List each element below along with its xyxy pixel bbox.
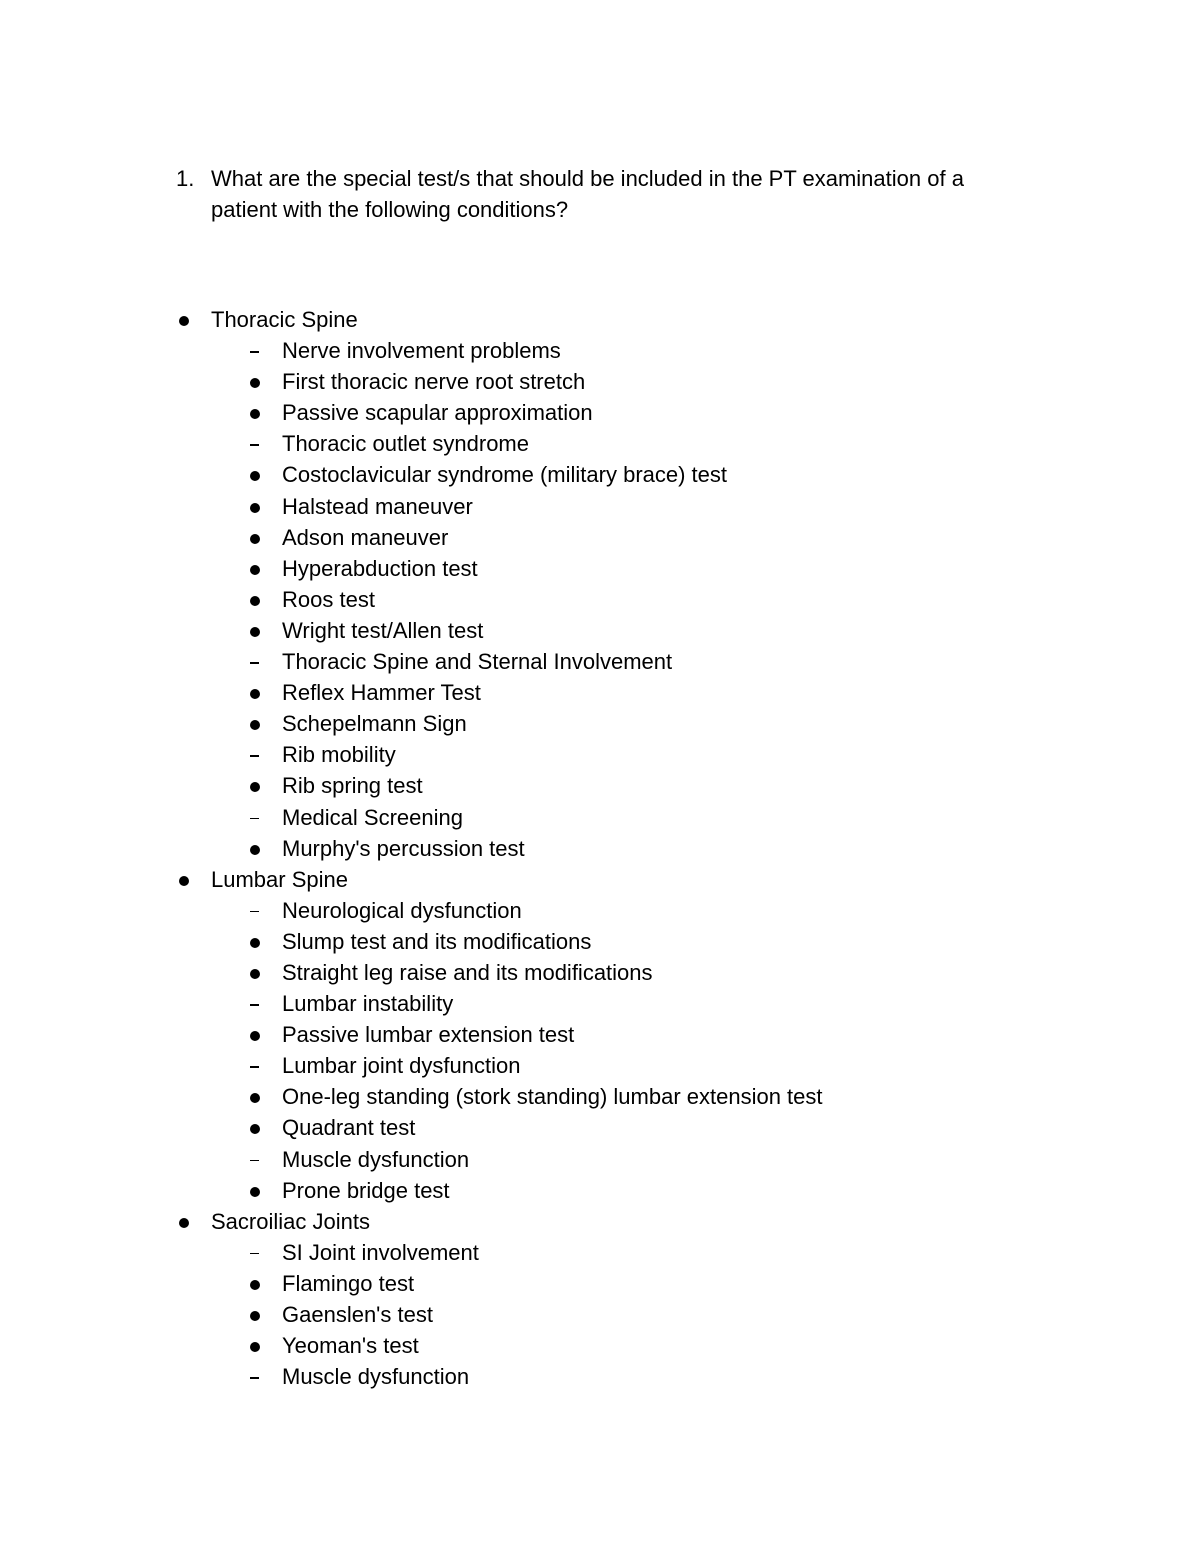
bullet-outline	[0, 304, 1200, 1392]
item-label: Yeoman's test	[282, 1333, 419, 1359]
subcategory-item	[0, 1361, 1200, 1392]
item-label: Schepelmann Sign	[282, 711, 467, 737]
question-text: What are the special test/s that should be included in the PT examination of a patient with the following conditions?	[211, 166, 964, 222]
item-label: Roos test	[282, 586, 375, 612]
test-item	[0, 459, 1200, 490]
test-item	[0, 1268, 1200, 1299]
test-item	[0, 677, 1200, 708]
section-heading-item	[0, 304, 1200, 335]
item-label: Adson maneuver	[282, 524, 449, 550]
test-item	[0, 615, 1200, 646]
item-label: Murphy's percussion test	[282, 835, 525, 861]
subcategory-item	[0, 802, 1200, 833]
subcategory-item	[0, 646, 1200, 677]
test-item	[0, 708, 1200, 739]
item-label: Slump test and its modifications	[282, 928, 592, 954]
test-item	[0, 1019, 1200, 1050]
subcategory-item	[0, 335, 1200, 366]
item-label: Lumbar joint dysfunction	[282, 1053, 521, 1079]
subcategory-item	[0, 1144, 1200, 1175]
item-label: Rib mobility	[282, 742, 396, 768]
item-label: Rib spring test	[282, 773, 423, 799]
item-label: Muscle dysfunction	[282, 1364, 470, 1390]
test-item	[0, 1112, 1200, 1143]
item-label: First thoracic nerve root stretch	[282, 369, 586, 395]
subcategory-item	[0, 739, 1200, 770]
numbered-question	[176, 163, 1036, 225]
test-item	[0, 926, 1200, 957]
item-label: Hyperabduction test	[282, 555, 478, 581]
test-item	[0, 957, 1200, 988]
item-label: Straight leg raise and its modifications	[282, 959, 653, 985]
test-item	[0, 553, 1200, 584]
test-item	[0, 366, 1200, 397]
test-item	[0, 833, 1200, 864]
item-label: Wright test/Allen test	[282, 617, 484, 643]
test-item	[0, 1175, 1200, 1206]
item-label: Thoracic Spine	[211, 307, 358, 332]
test-item	[0, 397, 1200, 428]
test-item	[0, 1299, 1200, 1330]
test-item	[0, 584, 1200, 615]
item-label: Quadrant test	[282, 1115, 416, 1141]
item-label: Lumbar instability	[282, 991, 454, 1017]
item-label: Lumbar Spine	[211, 866, 348, 892]
question-number: 1.	[176, 166, 195, 191]
subcategory-item	[0, 1050, 1200, 1081]
section-heading-item	[0, 864, 1200, 895]
test-item	[0, 1330, 1200, 1361]
subcategory-item	[0, 428, 1200, 459]
item-label: Neurological dysfunction	[282, 897, 522, 923]
item-label: Nerve involvement problems	[282, 338, 561, 364]
item-label: SI Joint involvement	[282, 1239, 479, 1265]
item-label: Prone bridge test	[282, 1177, 450, 1203]
test-item	[0, 522, 1200, 553]
item-label: Passive lumbar extension test	[282, 1022, 575, 1048]
test-item	[0, 1081, 1200, 1112]
item-label: Sacroiliac Joints	[211, 1208, 370, 1234]
item-label: Gaenslen's test	[282, 1302, 433, 1327]
item-label: Halstead maneuver	[282, 493, 473, 519]
item-label: Flamingo test	[282, 1270, 415, 1296]
subcategory-item	[0, 895, 1200, 926]
section-heading-item	[0, 1206, 1200, 1237]
item-label: Thoracic Spine and Sternal Involvement	[282, 649, 673, 675]
item-label: Reflex Hammer Test	[282, 680, 481, 706]
test-item	[0, 770, 1200, 801]
item-label: Muscle dysfunction	[282, 1146, 470, 1172]
item-label: One-leg standing (stork standing) lumbar extension test	[282, 1084, 823, 1110]
item-label: Medical Screening	[282, 804, 463, 830]
item-label: Costoclavicular syndrome (military brace) test	[282, 462, 728, 488]
item-label: Thoracic outlet syndrome	[282, 431, 529, 457]
test-item	[0, 491, 1200, 522]
subcategory-item	[0, 988, 1200, 1019]
subcategory-item	[0, 1237, 1200, 1268]
item-label: Passive scapular approximation	[282, 400, 593, 426]
